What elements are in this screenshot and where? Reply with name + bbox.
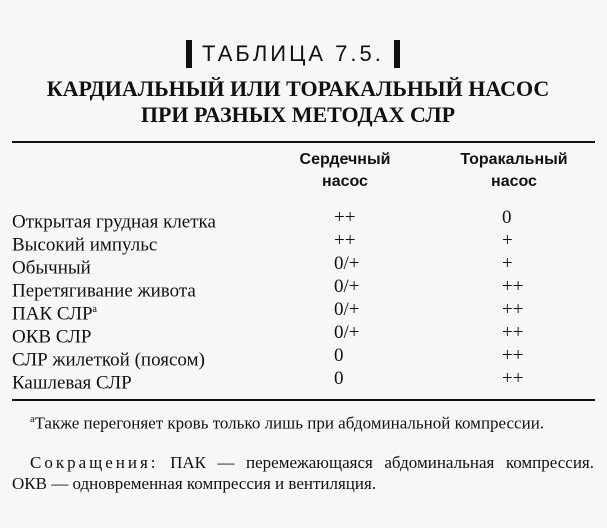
row-cardiac-value: 0/+ [334, 322, 360, 343]
table-title-line-2: ПРИ РАЗНЫХ МЕТОДАХ СЛР [140, 102, 456, 127]
row-thoracic-value: ++ [502, 299, 524, 320]
row-cardiac-value: 0 [334, 368, 344, 389]
footnote [12, 409, 594, 434]
row-thoracic-value: ++ [502, 322, 524, 343]
table-number: ТАБЛИЦА 7.5. [202, 41, 384, 66]
row-method: Открытая грудная клетка [12, 211, 216, 233]
column-header-thoracic-line-2: насос [491, 173, 537, 190]
row-method: Обычный [12, 257, 91, 279]
column-header-thoracic-line-1: Торакальный [460, 151, 568, 168]
table-label [186, 40, 400, 68]
column-header-cardiac [280, 149, 410, 193]
row-method: Перетягивание живота [12, 280, 196, 302]
row-thoracic-value: + [502, 230, 513, 251]
row-cardiac-value: 0/+ [334, 299, 360, 320]
abbreviations-label: Сокращения: [30, 453, 159, 472]
row-thoracic-value: + [502, 253, 513, 274]
row-method: Высокий импульс [12, 234, 158, 256]
row-cardiac-value: 0 [334, 345, 344, 366]
row-method: СЛР жилеткой (поясом) [12, 349, 205, 371]
row-thoracic-value: ++ [502, 368, 524, 389]
row-cardiac-value: ++ [334, 207, 356, 228]
row-method: ОКВ СЛР [12, 326, 92, 348]
row-method: ПАК СЛР$^a$ [12, 303, 97, 325]
row-cardiac-value: ++ [334, 230, 356, 251]
abbreviations-note [12, 452, 594, 494]
row-thoracic-value: 0 [502, 207, 512, 228]
footnote-mark: a [30, 414, 35, 425]
footnote-text: Также перегоняет кровь только лишь при абдоминальной компрессии. [34, 413, 545, 433]
row-cardiac-value: 0/+ [334, 253, 360, 274]
row-cardiac-value: 0/+ [334, 276, 360, 297]
row-thoracic-value: ++ [502, 345, 524, 366]
bottom-rule [12, 399, 595, 401]
row-method: Кашлевая СЛР [12, 372, 132, 394]
column-header-thoracic [440, 149, 588, 193]
label-bar-right [394, 40, 400, 68]
row-thoracic-value: ++ [502, 276, 524, 297]
column-header-cardiac-line-1: Сердечный [299, 151, 391, 168]
table-title-line-1: КАРДИАЛЬНЫЙ ИЛИ ТОРАКАЛЬНЫЙ НАСОС [46, 76, 550, 101]
top-rule [12, 141, 595, 143]
abbreviations-text: ПАК — перемежающаяся абдоминальная компрессия. ОКВ — одновременная компрессия и вентиляция. [12, 453, 594, 493]
column-header-cardiac-line-2: насос [322, 173, 368, 190]
